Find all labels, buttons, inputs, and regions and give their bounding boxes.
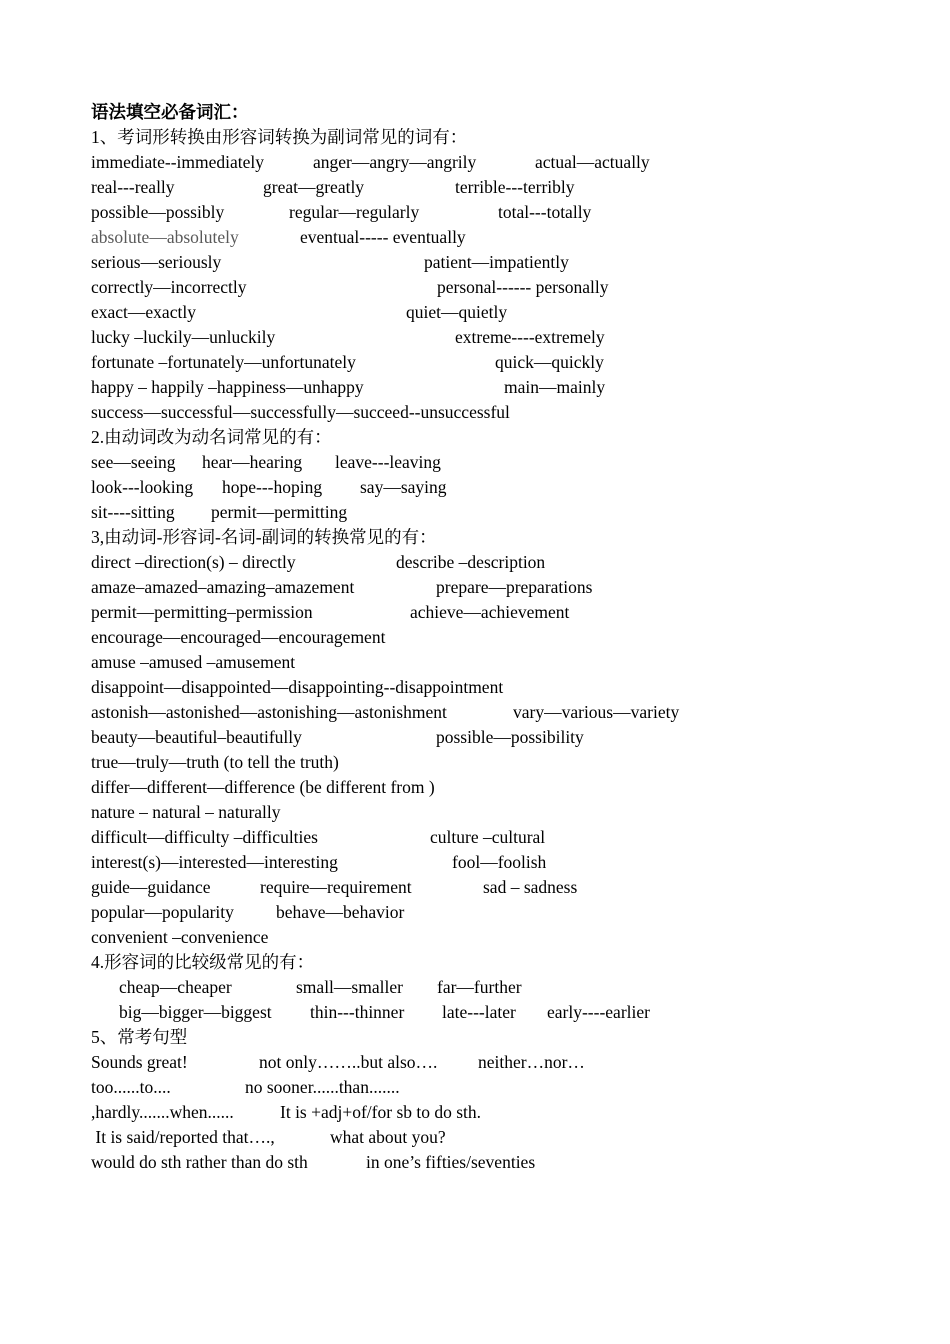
word-entry: astonish—astonished—astonishing—astonishment (91, 702, 447, 722)
word-entry: prepare—preparations (436, 577, 593, 597)
word-entry: immediate--immediately (91, 152, 264, 172)
word-entry: possible—possibly (91, 202, 225, 222)
word-entry: exact—exactly (91, 302, 196, 322)
word-entry: look---looking (91, 477, 194, 497)
word-entry: early----earlier (547, 1002, 650, 1022)
word-row (91, 1075, 400, 1100)
word-row (91, 550, 546, 575)
word-entry: cheap—cheaper (119, 977, 232, 997)
word-entry: permit—permitting (211, 502, 348, 522)
word-entry: fortunate –fortunately—unfortunately (91, 352, 356, 372)
word-entry: direct –direction(s) – directly (91, 552, 296, 572)
word-entry: require—requirement (260, 877, 412, 897)
word-row (91, 275, 609, 300)
word-row (91, 1100, 482, 1125)
word-entry: amuse –amused –amusement (91, 652, 296, 672)
phrase-entry: would do sth rather than do sth (91, 1152, 308, 1172)
word-entry: absolute—absolutely (91, 227, 239, 247)
word-entry: convenient –convenience (91, 927, 269, 947)
word-row (91, 675, 504, 700)
word-row (91, 400, 510, 425)
word-row (91, 725, 584, 750)
word-entry: serious—seriously (91, 252, 222, 272)
word-row (91, 575, 593, 600)
word-row (91, 600, 570, 625)
word-row (91, 650, 296, 675)
word-row (91, 775, 435, 800)
word-row (91, 1125, 446, 1150)
word-entry: success—successful—successfully—succeed--unsuccessful (91, 402, 510, 422)
word-entry: eventual----- eventually (300, 227, 466, 247)
word-entry: late---later (442, 1002, 516, 1022)
word-row (91, 850, 547, 875)
word-entry: interest(s)—interested—interesting (91, 852, 338, 872)
word-entry: permit—permitting–permission (91, 602, 313, 622)
phrase-entry: It is said/reported that…., (91, 1127, 275, 1147)
word-entry: culture –cultural (430, 827, 546, 847)
word-entry: big—bigger—biggest (119, 1002, 272, 1022)
word-row (91, 200, 592, 225)
word-entry: beauty—beautiful–beautifully (91, 727, 302, 747)
section-2-heading: 2.由动词改为动名词常见的有： (91, 427, 332, 447)
word-entry: lucky –luckily—unluckily (91, 327, 276, 347)
phrase-entry: too......to.... (91, 1077, 171, 1097)
word-entry: see—seeing (91, 452, 176, 472)
word-entry: quick—quickly (495, 352, 604, 372)
word-entry: actual—actually (535, 152, 650, 172)
word-row (91, 625, 386, 650)
word-entry: amaze–amazed–amazing–amazement (91, 577, 355, 597)
word-entry: behave—behavior (276, 902, 405, 922)
word-row (91, 175, 575, 200)
word-entry: sit----sitting (91, 502, 175, 522)
section-3-heading: 3,由动词-形容词-名词-副词的转换常见的有： (91, 527, 437, 547)
word-row (91, 800, 281, 825)
word-row (91, 300, 508, 325)
word-row (91, 900, 405, 925)
phrase-entry: no sooner......than....... (245, 1077, 400, 1097)
word-row (91, 250, 569, 275)
phrase-entry: ,hardly.......when...... (91, 1102, 234, 1122)
word-row (91, 1050, 585, 1075)
phrase-entry: It is +adj+of/for sb to do sth. (280, 1102, 482, 1122)
word-entry: hope---hoping (222, 477, 323, 497)
word-entry: hear—hearing (202, 452, 303, 472)
word-entry: happy – happily –happiness—unhappy (91, 377, 364, 397)
section-4-heading: 4.形容词的比较级常见的有： (91, 952, 315, 972)
phrase-entry: Sounds great! (91, 1052, 188, 1072)
word-entry: far—further (437, 977, 522, 997)
word-entry: personal------ personally (437, 277, 609, 297)
word-entry: regular—regularly (289, 202, 420, 222)
document-title: 语法填空必备词汇： (91, 102, 249, 122)
word-entry: fool—foolish (452, 852, 547, 872)
word-row (91, 450, 441, 475)
word-entry: encourage—encouraged—encouragement (91, 627, 386, 647)
word-entry: total---totally (498, 202, 592, 222)
word-entry: say—saying (360, 477, 447, 497)
word-entry: vary—various—variety (513, 702, 680, 722)
word-entry: popular—popularity (91, 902, 234, 922)
word-row (91, 825, 546, 850)
word-row (91, 1000, 650, 1025)
word-row (91, 150, 650, 175)
word-row (91, 750, 339, 775)
word-row (91, 1150, 536, 1175)
phrase-entry: not only……..but also…. (259, 1052, 438, 1072)
word-entry: true—truly—truth (to tell the truth) (91, 752, 339, 772)
word-row (91, 700, 680, 725)
word-entry: disappoint—disappointed—disappointing--disappointment (91, 677, 504, 697)
word-entry: achieve—achievement (410, 602, 570, 622)
word-entry: real---really (91, 177, 175, 197)
word-row (91, 925, 269, 950)
word-row (91, 350, 604, 375)
word-entry: terrible---terribly (455, 177, 575, 197)
word-entry: describe –description (396, 552, 546, 572)
word-row (91, 975, 522, 1000)
word-row (91, 475, 447, 500)
word-row (91, 325, 605, 350)
word-row (91, 875, 578, 900)
section-5-heading: 5、常考句型 (91, 1027, 188, 1047)
word-entry: guide—guidance (91, 877, 211, 897)
word-entry: nature – natural – naturally (91, 802, 281, 822)
word-row (91, 500, 348, 525)
word-entry: correctly—incorrectly (91, 277, 247, 297)
word-entry: great—greatly (263, 177, 365, 197)
word-entry: sad – sadness (483, 877, 578, 897)
word-entry: possible—possibility (436, 727, 584, 747)
phrase-entry: in one’s fifties/seventies (366, 1152, 536, 1172)
word-entry: quiet—quietly (406, 302, 508, 322)
word-entry: small—smaller (296, 977, 403, 997)
phrase-entry: what about you? (330, 1127, 446, 1147)
word-entry: difficult—difficulty –difficulties (91, 827, 318, 847)
word-entry: thin---thinner (310, 1002, 405, 1022)
phrase-entry: neither…nor… (478, 1052, 585, 1072)
word-entry: differ—different—difference (be different from ) (91, 777, 435, 797)
word-entry: extreme----extremely (455, 327, 605, 347)
word-row (91, 225, 466, 250)
section-1-heading: 1、考词形转换由形容词转换为副词常见的词有： (91, 127, 468, 147)
word-entry: leave---leaving (335, 452, 441, 472)
word-entry: patient—impatiently (424, 252, 569, 272)
word-entry: main—mainly (504, 377, 606, 397)
word-entry: anger—angry—angrily (313, 152, 477, 172)
word-row (91, 375, 606, 400)
